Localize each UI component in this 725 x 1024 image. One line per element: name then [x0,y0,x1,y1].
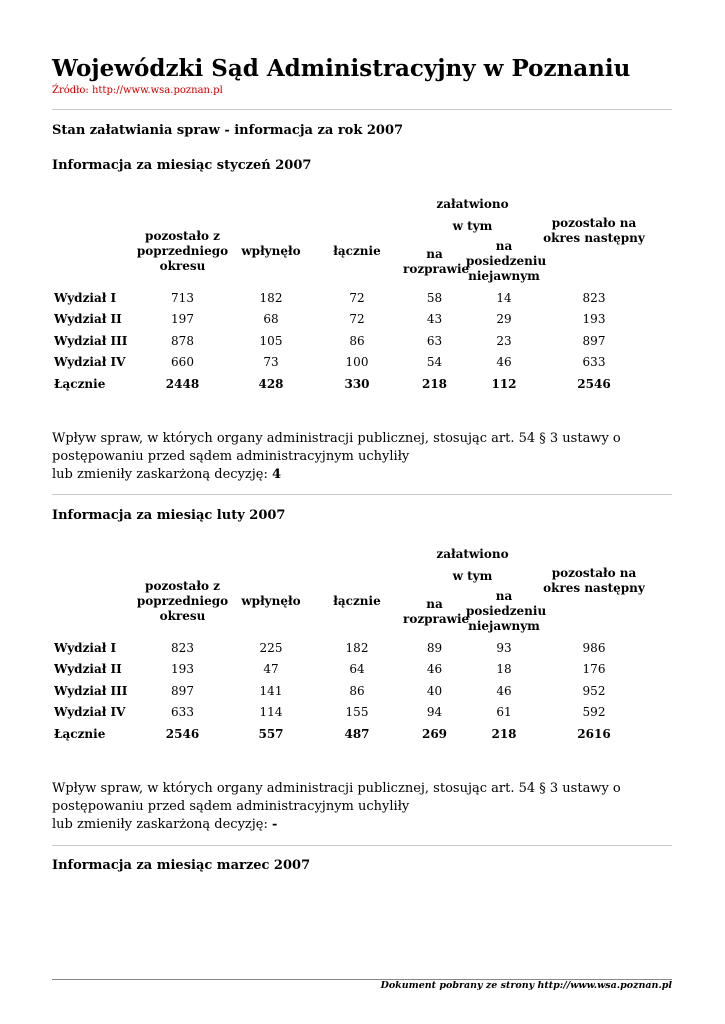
header-na-rozprawie: na rozprawie [403,246,470,276]
table-row: Wydział III 878 105 86 63 23 897 [54,333,606,348]
month-heading-january: Informacja za miesiąc styczeń 2007 [52,158,312,173]
header-empty [52,216,134,236]
header-zalatwiono: załatwiono [436,546,509,561]
table-row: Wydział IV 633 114 155 94 61 592 [54,705,606,720]
table-row: Wydział III 897 141 86 40 46 952 [54,683,606,698]
header-pozostalo-na: pozostało na okres następny [543,216,645,245]
header-na-posiedzeniu: na posiedzeniu niejawnym [466,589,547,633]
stats-table-january [52,192,646,395]
header-pozostalo-na: pozostało na okres następny [543,566,645,595]
header-zalatwiono: załatwiono [436,196,509,211]
header-na-posiedzeniu: na posiedzeniu niejawnym [466,239,547,283]
table-total-row: Łącznie 2546 557 487 269 218 2616 [54,726,611,741]
document-page [52,0,672,1024]
page-title: Wojewódzki Sąd Administracyjny w Poznaniu [52,55,631,82]
header-lacznie: łącznie [333,594,381,608]
footer-text: Dokument pobrany ze strony http://www.wsa.poznan.pl [380,980,672,991]
divider [52,494,672,495]
header-wplynelo: wpłynęło [241,594,301,608]
source-link[interactable]: Źródło: http://www.wsa.poznan.pl [52,85,223,96]
table-total-row: Łącznie 2448 428 330 218 112 2546 [54,376,611,391]
report-heading: Stan załatwiania spraw - informacja za rok 2007 [52,123,404,138]
note-value: 4 [272,467,282,482]
header-wplynelo: wpłynęło [241,244,301,258]
table-row: Wydział I 713 182 72 58 14 823 [54,290,606,305]
header-pozostalo-z: pozostało z poprzedniego okresu [136,579,229,623]
month-heading-march: Informacja za miesiąc marzec 2007 [52,858,311,873]
note-value: - [272,817,278,832]
header-pozostalo-z: pozostało z poprzedniego okresu [136,229,229,273]
table-row: Wydział II 193 47 64 46 18 176 [54,662,606,677]
divider [52,109,672,110]
header-empty [52,566,134,586]
table-row: Wydział I 823 225 182 89 93 986 [54,640,606,655]
stats-table-february [52,542,646,745]
header-w-tym: w tym [452,568,493,583]
table-row: Wydział IV 660 73 100 54 46 633 [54,355,606,370]
month-heading-february: Informacja za miesiąc luty 2007 [52,508,286,523]
note-january: Wpływ spraw, w których organy administracji publicznej, stosując art. 54 § 3 ustawy o postępowaniu przed sądem administracyjnym uchyliły lub zmieniły zaskarżoną decyzję: 4 [52,431,621,482]
header-na-rozprawie: na rozprawie [403,596,470,626]
table-row: Wydział II 197 68 72 43 29 193 [54,312,606,327]
note-february: Wpływ spraw, w których organy administracji publicznej, stosując art. 54 § 3 ustawy o postępowaniu przed sądem administracyjnym uchyliły lub zmieniły zaskarżoną decyzję: - [52,781,621,832]
header-lacznie: łącznie [333,244,381,258]
header-w-tym: w tym [452,218,493,233]
divider [52,845,672,846]
